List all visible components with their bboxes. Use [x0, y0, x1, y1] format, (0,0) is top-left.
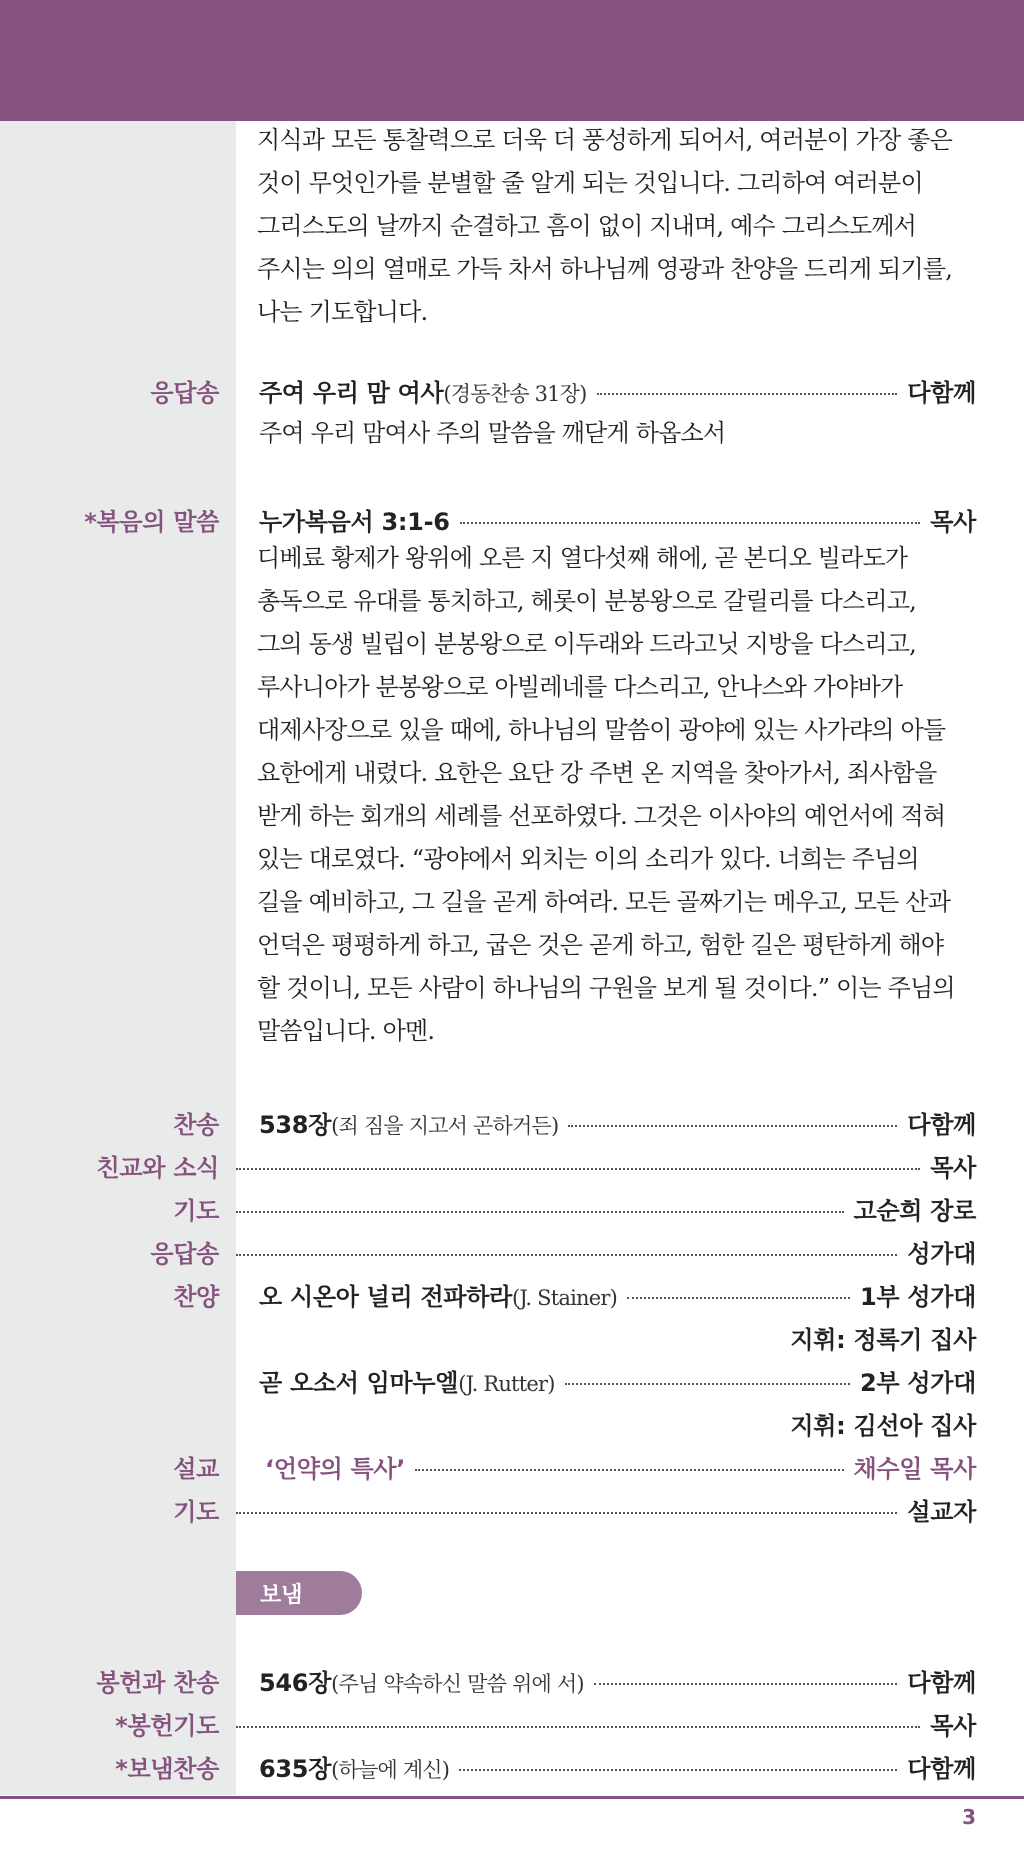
hymn-label: 찬송 — [173, 1111, 219, 1139]
text-line: 루사니아가 분봉왕으로 아빌레네를 다스리고, 안나스와 가야바가 — [257, 673, 903, 701]
offering-performer: 다함께 — [907, 1669, 976, 1697]
anthem-2-composer: (J. Rutter) — [458, 1372, 555, 1396]
reading-continuation — [257, 119, 977, 334]
leader-dots — [236, 1211, 844, 1213]
sermon-prayer-leader: 설교자 — [907, 1498, 976, 1526]
offering-prayer-label: *봉헌기도 — [115, 1712, 219, 1740]
leader-dots — [236, 1726, 920, 1728]
closing-hymn-number: 635장 — [259, 1755, 332, 1783]
hymn-number: 538장 — [259, 1111, 332, 1139]
section-sending-header: 보냄 — [236, 1571, 362, 1615]
text-line: 있는 대로였다. “광야에서 외치는 이의 소리가 있다. 너희는 주님의 — [257, 845, 919, 873]
text-line: 그의 동생 빌립이 분봉왕으로 이두래와 드라고닛 지방을 다스리고, — [257, 630, 916, 658]
sermon-label: 설교 — [173, 1455, 219, 1483]
offering-prayer-row — [236, 1706, 976, 1741]
text-line: 것이 무엇인가를 분별할 줄 알게 되는 것입니다. 그리하여 여러분이 — [257, 169, 923, 197]
anthem-1-title: 오 시온아 널리 전파하라 — [259, 1283, 513, 1311]
anthem-2-conductor: 지휘: 김선아 집사 — [790, 1412, 976, 1440]
prayer-label: 기도 — [173, 1197, 219, 1225]
header-bar — [0, 0, 1024, 121]
fellowship-row — [236, 1148, 976, 1183]
leader-dots — [236, 1168, 920, 1170]
text-line: 디베료 황제가 왕위에 오른 지 열다섯째 해에, 곧 본디오 빌라도가 — [257, 544, 908, 572]
sermon-preacher: 채수일 목사 — [853, 1455, 976, 1483]
response-song-performer: 다함께 — [907, 379, 976, 407]
leader-dots — [236, 1254, 897, 1256]
anthem-1-performer: 1부 성가대 — [860, 1283, 976, 1311]
text-line: 총독으로 유대를 통치하고, 헤롯이 분봉왕으로 갈릴리를 다스리고, — [257, 587, 916, 615]
offering-label: 봉헌과 찬송 — [96, 1669, 219, 1697]
closing-hymn-performer: 다함께 — [907, 1755, 976, 1783]
text-line: 할 것이니, 모든 사람이 하나님의 구원을 보게 될 것이다.” 이는 주님의 — [257, 974, 955, 1002]
text-line: 주시는 의의 열매로 가득 차서 하나님께 영광과 찬양을 드리게 되기를, — [257, 255, 953, 283]
leader-dots — [236, 1512, 897, 1514]
gospel-label: *복음의 말씀 — [84, 508, 219, 536]
text-line: 요한에게 내렸다. 요한은 요단 강 주변 온 지역을 찾아가서, 죄사함을 — [257, 759, 937, 787]
text-line: 말씀입니다. 아멘. — [257, 1017, 435, 1045]
leader-dots — [415, 1469, 843, 1471]
closing-hymn-name: (하늘에 계신) — [331, 1758, 450, 1782]
hymn-performer: 다함께 — [907, 1111, 976, 1139]
hymn-row — [259, 1105, 976, 1140]
anthem-label: 찬양 — [173, 1283, 219, 1311]
closing-hymn-row — [259, 1749, 976, 1784]
anthem-row-2 — [259, 1363, 976, 1398]
text-line: 길을 예비하고, 그 길을 곧게 하여라. 모든 골짜기는 메우고, 모든 산과 — [257, 888, 951, 916]
text-line: 나는 기도합니다. — [257, 298, 428, 326]
response-song-label: 응답송 — [150, 379, 219, 407]
gospel-title: 누가복음서 3:1-6 — [259, 508, 450, 536]
sermon-title: ‘언약의 특사’ — [265, 1455, 406, 1483]
response-song-title: 주여 우리 맘 여사 — [259, 379, 444, 407]
prayer-leader: 고순희 장로 — [853, 1197, 976, 1225]
response-song-ref: (경동찬송 31장) — [443, 382, 587, 406]
response-song-lyrics: 주여 우리 맘여사 주의 말씀을 깨닫게 하옵소서 — [259, 419, 726, 447]
response-song-row — [259, 373, 976, 408]
anthem-1-conductor: 지휘: 정록기 집사 — [790, 1326, 976, 1354]
sermon-prayer-row — [236, 1492, 976, 1527]
page-number: 3 — [962, 1805, 976, 1829]
hymn-name: (죄 짐을 지고서 곤하거든) — [331, 1114, 559, 1138]
sermon-row — [265, 1449, 976, 1484]
response-label: 응답송 — [150, 1240, 219, 1268]
gospel-text — [257, 537, 977, 1053]
text-line: 대제사장으로 있을 때에, 하나님의 말씀이 광야에 있는 사가랴의 아들 — [257, 716, 946, 744]
gospel-row — [259, 502, 976, 537]
fellowship-label: 친교와 소식 — [96, 1154, 219, 1182]
gospel-reader: 목사 — [930, 508, 976, 536]
closing-hymn-label: *보냄찬송 — [115, 1755, 219, 1783]
offering-hymn-name: (주님 약속하신 말씀 위에 서) — [331, 1672, 584, 1696]
response-row — [236, 1234, 976, 1269]
text-line: 그리스도의 날까지 순결하고 흠이 없이 지내며, 예수 그리스도께서 — [257, 212, 916, 240]
anthem-row-1 — [259, 1277, 976, 1312]
offering-row — [259, 1663, 976, 1698]
leader-dots — [460, 522, 921, 524]
fellowship-leader: 목사 — [930, 1154, 976, 1182]
leader-dots — [565, 1383, 850, 1385]
prayer-row — [236, 1191, 976, 1226]
response-performer: 성가대 — [907, 1240, 976, 1268]
offering-hymn-number: 546장 — [259, 1669, 332, 1697]
text-line: 언덕은 평평하게 하고, 굽은 것은 곧게 하고, 험한 길은 평탄하게 해야 — [257, 931, 944, 959]
leader-dots — [627, 1297, 850, 1299]
text-line: 지식과 모든 통찰력으로 더욱 더 풍성하게 되어서, 여러분이 가장 좋은 — [257, 126, 953, 154]
footer-rule — [0, 1796, 1024, 1799]
anthem-1-composer: (J. Stainer) — [512, 1286, 617, 1310]
offering-prayer-leader: 목사 — [930, 1712, 976, 1740]
anthem-2-title: 곧 오소서 임마누엘 — [259, 1369, 459, 1397]
leader-dots — [459, 1769, 897, 1771]
leader-dots — [597, 393, 898, 395]
leader-dots — [594, 1683, 898, 1685]
leader-dots — [568, 1125, 897, 1127]
text-line: 받게 하는 회개의 세례를 선포하였다. 그것은 이사야의 예언서에 적혀 — [257, 802, 946, 830]
sermon-prayer-label: 기도 — [173, 1498, 219, 1526]
anthem-2-performer: 2부 성가대 — [860, 1369, 976, 1397]
